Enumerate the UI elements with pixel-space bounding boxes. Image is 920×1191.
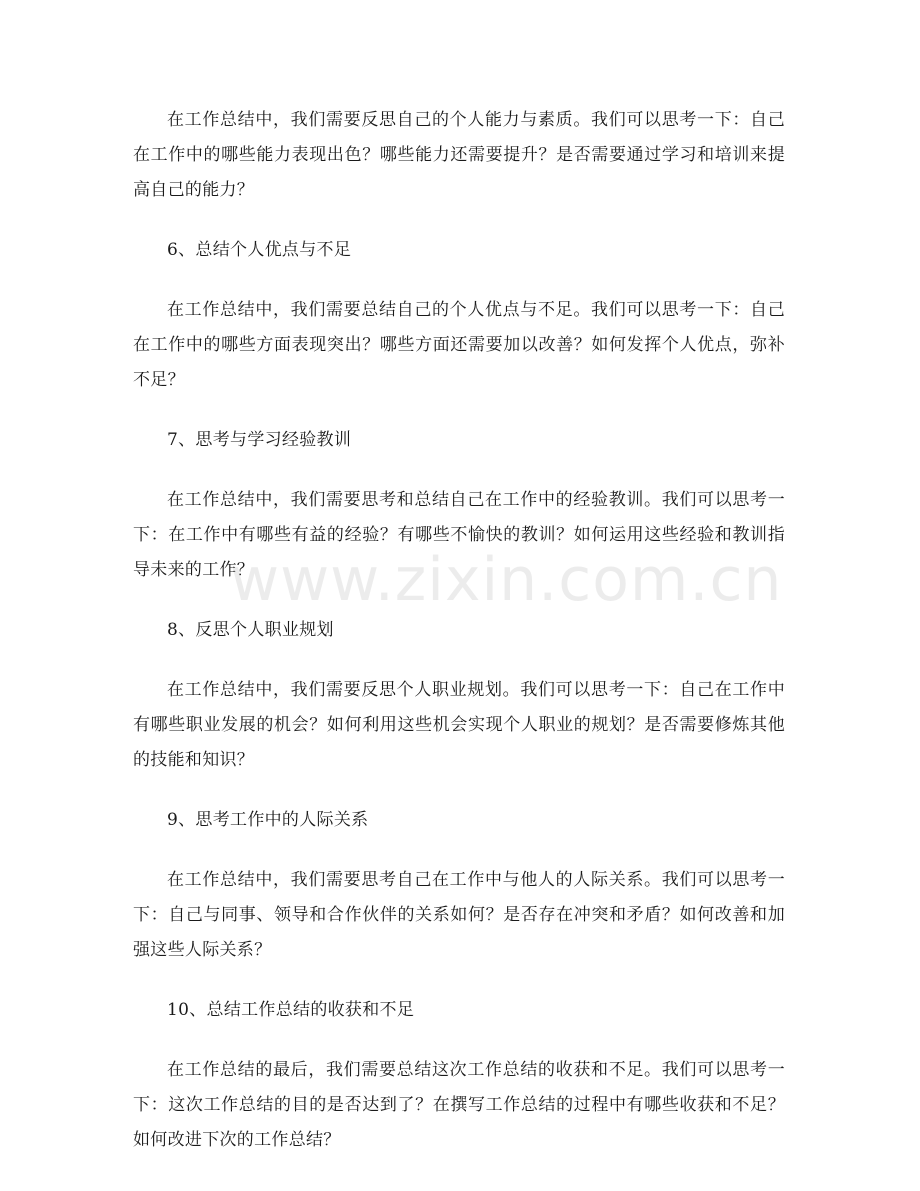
section-heading-8: 8、反思个人职业规划	[167, 620, 334, 640]
watermark: www.zixin.com.cn	[230, 545, 783, 615]
paragraph-career-planning: 在工作总结中，我们需要反思个人职业规划。我们可以思考一下：自己在工作中有哪些职业发展的机会？如何利用这些机会实现个人职业的规划？是否需要修炼其他的技能和知识？	[133, 680, 785, 770]
section-heading-10: 10、总结工作总结的收获和不足	[167, 1000, 415, 1020]
paragraph-summary-gains: 在工作总结的最后，我们需要总结这次工作总结的收获和不足。我们可以思考一下：这次工作总结的目的是否达到了？在撰写工作总结的过程中有哪些收获和不足？如何改进下次的工作总结？	[133, 1060, 785, 1150]
paragraph-ability-reflection: 在工作总结中，我们需要反思自己的个人能力与素质。我们可以思考一下：自己在工作中的哪些能力表现出色？哪些能力还需要提升？是否需要通过学习和培训来提高自己的能力？	[133, 110, 785, 200]
paragraph-relationships: 在工作总结中，我们需要思考自己在工作中与他人的人际关系。我们可以思考一下：自己与同事、领导和合作伙伴的关系如何？是否存在冲突和矛盾？如何改善和加强这些人际关系？	[133, 870, 785, 960]
document-body	[133, 103, 785, 1183]
paragraph-lessons-learned: 在工作总结中，我们需要思考和总结自己在工作中的经验教训。我们可以思考一下：在工作中有哪些有益的经验？有哪些不愉快的教训？如何运用这些经验和教训指导未来的工作？	[133, 490, 785, 580]
section-heading-6: 6、总结个人优点与不足	[167, 240, 352, 260]
section-heading-9: 9、思考工作中的人际关系	[167, 810, 369, 830]
paragraph-strengths-weaknesses: 在工作总结中，我们需要总结自己的个人优点与不足。我们可以思考一下：自己在工作中的哪些方面表现突出？哪些方面还需要加以改善？如何发挥个人优点，弥补不足？	[133, 300, 785, 390]
section-heading-7: 7、思考与学习经验教训	[167, 430, 352, 450]
